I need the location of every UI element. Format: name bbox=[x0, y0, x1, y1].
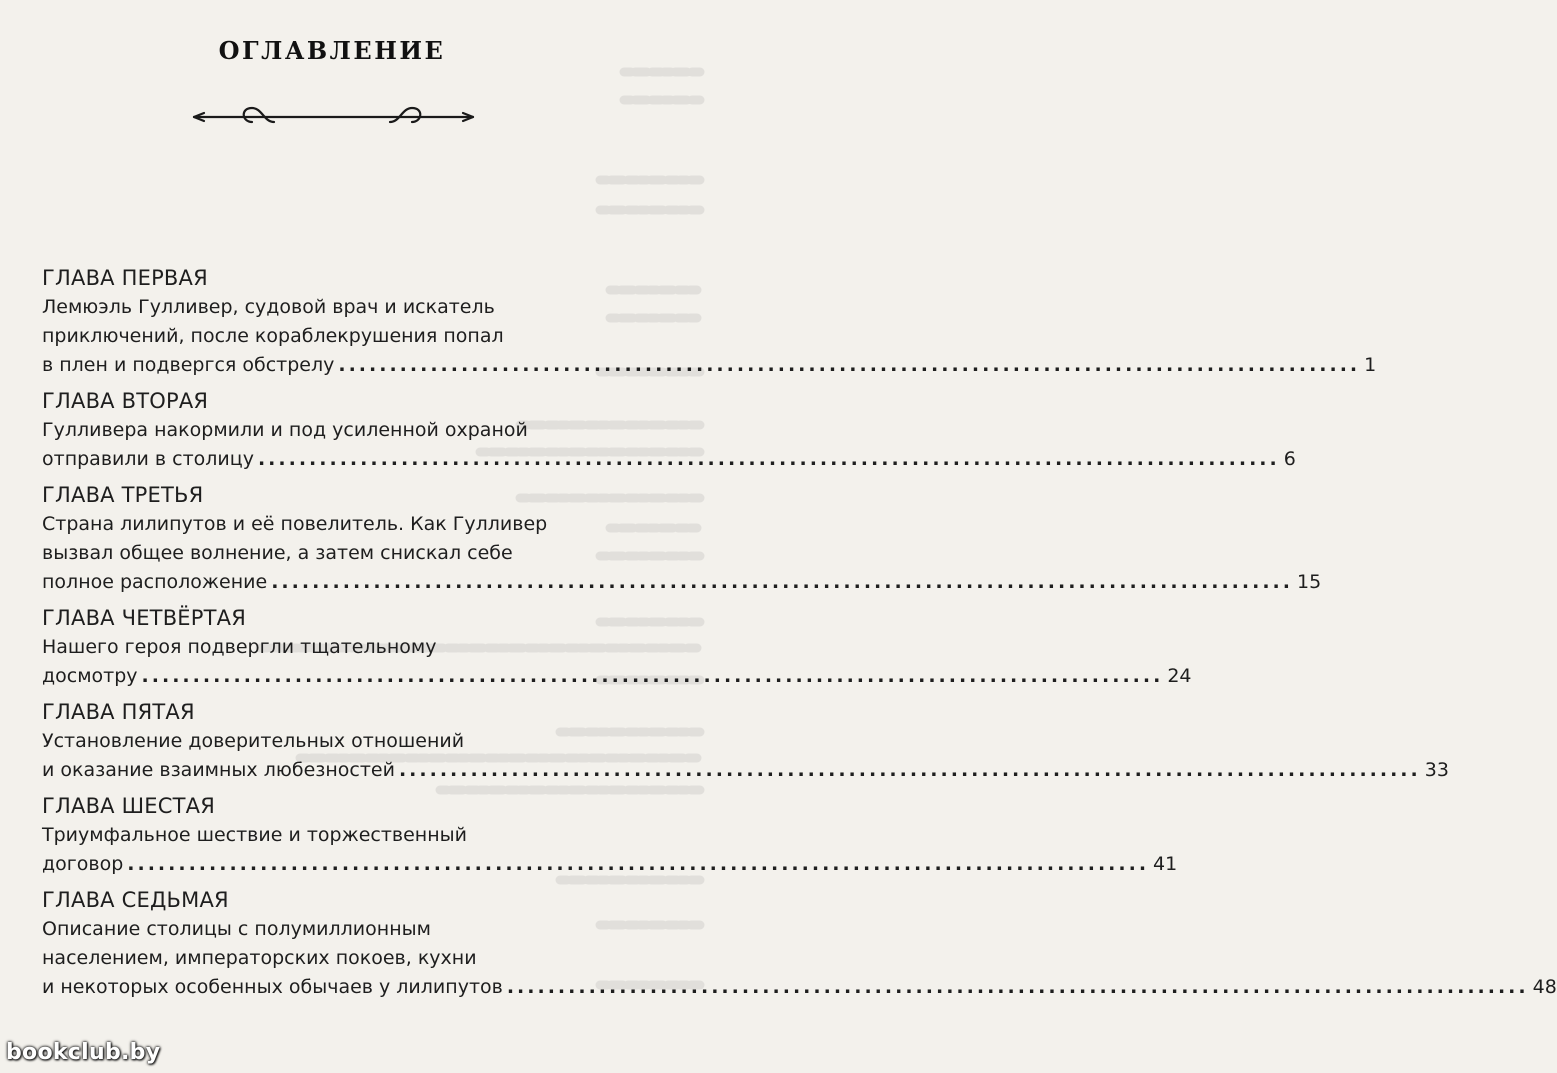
summary-last-line bbox=[42, 568, 1322, 597]
chapter-title: ГЛАВА ПЯТАЯ bbox=[42, 700, 195, 724]
summary-line: вызвал общее волнение, а затем снискал себе bbox=[42, 542, 513, 564]
dot-leader: .................................................................................................... bbox=[271, 571, 1293, 593]
summary-line: и оказание взаимных любезностей bbox=[42, 759, 395, 781]
dot-leader: .................................................................................................... bbox=[257, 448, 1280, 470]
summary-line: Нашего героя подвергли тщательному bbox=[42, 636, 437, 658]
summary-line: Гулливера накормили и под усиленной охраной bbox=[42, 419, 528, 441]
chapter-title: ГЛАВА СЕДЬМАЯ bbox=[42, 888, 229, 912]
flourish-divider-icon bbox=[190, 102, 475, 132]
chapter-title: ГЛАВА ШЕСТАЯ bbox=[42, 794, 215, 818]
chapter-entry-1 bbox=[42, 263, 1377, 380]
dot-leader: .................................................................................................... bbox=[127, 853, 1150, 875]
chapter-entry-7 bbox=[42, 885, 1557, 1002]
chapter-entry-3 bbox=[42, 480, 1322, 597]
chapter-summary bbox=[42, 821, 1178, 879]
page-number: 1 bbox=[1364, 354, 1377, 376]
summary-line: досмотру bbox=[42, 665, 138, 687]
dot-leader: .................................................................................................... bbox=[398, 759, 1421, 781]
chapter-entry-2 bbox=[42, 386, 1296, 474]
chapter-summary bbox=[42, 633, 1192, 691]
summary-line: договор bbox=[42, 853, 124, 875]
summary-line: Лемюэль Гулливер, судовой врач и искатель bbox=[42, 296, 495, 318]
chapter-title: ГЛАВА ТРЕТЬЯ bbox=[42, 483, 204, 507]
chapter-title: ГЛАВА ПЕРВАЯ bbox=[42, 266, 208, 290]
summary-last-line bbox=[42, 973, 1557, 1002]
page-number: 33 bbox=[1424, 759, 1449, 781]
chapter-entry-4 bbox=[42, 603, 1192, 691]
summary-last-line bbox=[42, 445, 1296, 474]
chapter-entry-6 bbox=[42, 791, 1178, 879]
summary-line: Страна лилипутов и её повелитель. Как Гулливер bbox=[42, 513, 548, 535]
table-of-contents bbox=[42, 263, 1557, 1002]
dot-leader: .................................................................................................... bbox=[338, 354, 1361, 376]
page-number: 24 bbox=[1167, 665, 1192, 687]
dot-leader: .................................................................................................... bbox=[141, 665, 1164, 687]
summary-line: и некоторых особенных обычаев у лилипутов bbox=[42, 976, 503, 998]
page-number: 41 bbox=[1153, 853, 1178, 875]
summary-line: Триумфальное шествие и торжественный bbox=[42, 824, 468, 846]
chapter-summary bbox=[42, 510, 1322, 597]
page-number: 6 bbox=[1283, 448, 1296, 470]
page-title: ОГЛАВЛЕНИЕ bbox=[218, 36, 446, 65]
summary-last-line bbox=[42, 662, 1192, 691]
summary-line: полное расположение bbox=[42, 571, 268, 593]
page-number: 15 bbox=[1296, 571, 1322, 593]
summary-last-line bbox=[42, 351, 1377, 380]
chapter-summary bbox=[42, 915, 1557, 1002]
page-number: 48 bbox=[1532, 976, 1557, 998]
summary-last-line bbox=[42, 756, 1449, 785]
dot-leader: .................................................................................................... bbox=[506, 976, 1529, 998]
summary-line: Описание столицы с полумиллионным bbox=[42, 918, 431, 940]
summary-line: приключений, после кораблекрушения попал bbox=[42, 325, 504, 347]
site-watermark: bookclub.by bbox=[6, 1040, 161, 1065]
chapter-entry-5 bbox=[42, 697, 1449, 785]
summary-line: в плен и подвергся обстрелу bbox=[42, 354, 335, 376]
chapter-summary bbox=[42, 416, 1296, 474]
summary-line: отправили в столицу bbox=[42, 448, 254, 470]
summary-last-line bbox=[42, 850, 1178, 879]
chapter-title: ГЛАВА ЧЕТВЁРТАЯ bbox=[42, 606, 247, 630]
summary-line: Установление доверительных отношений bbox=[42, 730, 465, 752]
summary-line: населением, императорских покоев, кухни bbox=[42, 947, 477, 969]
chapter-title: ГЛАВА ВТОРАЯ bbox=[42, 389, 209, 413]
chapter-summary bbox=[42, 727, 1449, 785]
chapter-summary bbox=[42, 293, 1377, 380]
